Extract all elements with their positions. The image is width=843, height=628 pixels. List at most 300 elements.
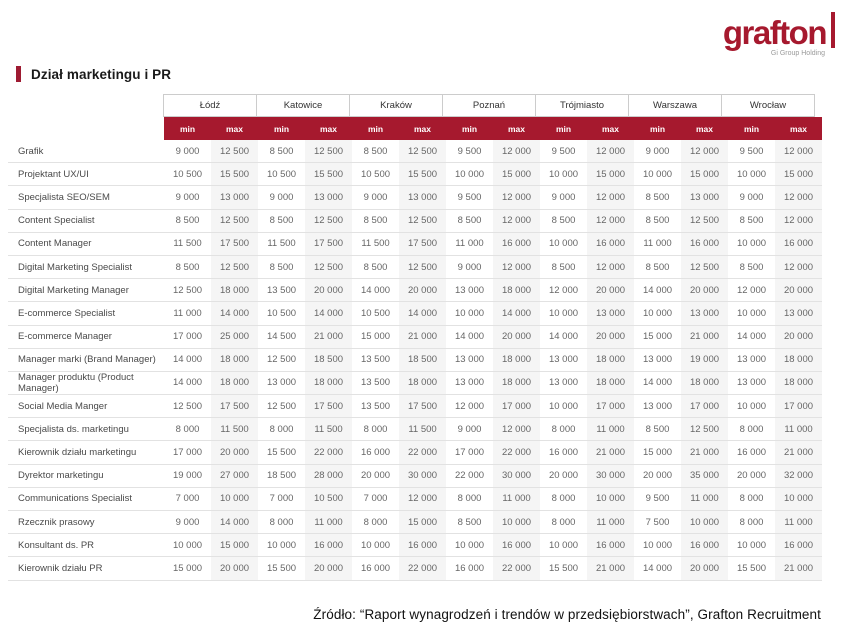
max-value-cell: 18 500 xyxy=(399,349,446,371)
max-value-cell: 10 000 xyxy=(775,488,822,510)
city-header-poznań: Poznań xyxy=(442,94,536,117)
min-value-cell: 22 000 xyxy=(446,465,493,487)
min-value-cell: 10 000 xyxy=(728,163,775,185)
min-value-cell: 8 500 xyxy=(728,256,775,278)
min-value-cell: 10 000 xyxy=(540,302,587,324)
row-label: Dyrektor marketingu xyxy=(8,465,164,487)
min-value-cell: 8 000 xyxy=(728,418,775,440)
min-value-cell: 8 500 xyxy=(634,256,681,278)
min-value-cell: 7 000 xyxy=(164,488,211,510)
max-value-cell: 20 000 xyxy=(775,326,822,348)
min-value-cell: 8 500 xyxy=(728,210,775,232)
max-value-cell: 22 000 xyxy=(493,441,540,463)
max-value-cell: 16 000 xyxy=(493,233,540,255)
max-value-cell: 22 000 xyxy=(399,557,446,579)
max-value-cell: 11 000 xyxy=(493,488,540,510)
min-value-cell: 11 500 xyxy=(258,233,305,255)
max-value-cell: 16 000 xyxy=(681,534,728,556)
min-value-cell: 10 000 xyxy=(728,302,775,324)
max-value-cell: 20 000 xyxy=(587,279,634,301)
max-value-cell: 12 000 xyxy=(587,186,634,208)
min-value-cell: 10 000 xyxy=(540,233,587,255)
max-value-cell: 11 500 xyxy=(305,418,352,440)
max-value-cell: 10 000 xyxy=(493,511,540,533)
min-value-cell: 8 500 xyxy=(258,210,305,232)
max-value-cell: 14 000 xyxy=(399,302,446,324)
min-value-cell: 7 000 xyxy=(352,488,399,510)
city-header-kraków: Kraków xyxy=(349,94,443,117)
max-value-cell: 17 000 xyxy=(493,395,540,417)
min-value-cell: 10 000 xyxy=(634,302,681,324)
logo-bar-icon xyxy=(831,12,835,48)
max-value-cell: 11 000 xyxy=(587,511,634,533)
min-value-cell: 15 500 xyxy=(540,557,587,579)
min-value-cell: 11 000 xyxy=(634,233,681,255)
min-value-cell: 8 500 xyxy=(540,256,587,278)
max-value-cell: 10 500 xyxy=(305,488,352,510)
min-value-cell: 13 000 xyxy=(446,349,493,371)
min-subheader: min xyxy=(634,117,681,140)
max-value-cell: 15 500 xyxy=(305,163,352,185)
min-value-cell: 8 000 xyxy=(540,488,587,510)
min-value-cell: 8 500 xyxy=(258,140,305,162)
table-cities-row xyxy=(8,94,822,117)
max-value-cell: 21 000 xyxy=(305,326,352,348)
max-value-cell: 11 000 xyxy=(681,488,728,510)
title-accent-bar xyxy=(16,66,21,82)
min-value-cell: 8 500 xyxy=(352,256,399,278)
table-row xyxy=(8,140,822,163)
max-value-cell: 15 000 xyxy=(493,163,540,185)
table-row xyxy=(8,210,822,233)
min-value-cell: 20 000 xyxy=(352,465,399,487)
max-value-cell: 12 000 xyxy=(493,418,540,440)
max-value-cell: 12 000 xyxy=(775,140,822,162)
max-value-cell: 16 000 xyxy=(775,534,822,556)
max-value-cell: 12 000 xyxy=(493,186,540,208)
max-value-cell: 16 000 xyxy=(775,233,822,255)
table-corner-cell xyxy=(8,117,164,140)
max-value-cell: 18 000 xyxy=(587,349,634,371)
max-value-cell: 12 500 xyxy=(399,210,446,232)
max-value-cell: 16 000 xyxy=(587,534,634,556)
min-value-cell: 16 000 xyxy=(728,441,775,463)
table-row xyxy=(8,302,822,325)
max-value-cell: 20 000 xyxy=(399,279,446,301)
min-value-cell: 7 000 xyxy=(258,488,305,510)
max-value-cell: 21 000 xyxy=(775,441,822,463)
max-value-cell: 17 000 xyxy=(681,395,728,417)
max-value-cell: 17 500 xyxy=(399,395,446,417)
min-value-cell: 13 500 xyxy=(352,395,399,417)
table-row xyxy=(8,395,822,418)
max-value-cell: 12 000 xyxy=(775,256,822,278)
max-value-cell: 13 000 xyxy=(305,186,352,208)
table-row xyxy=(8,465,822,488)
max-value-cell: 12 500 xyxy=(399,140,446,162)
min-value-cell: 20 000 xyxy=(728,465,775,487)
max-value-cell: 21 000 xyxy=(775,557,822,579)
source-note: Źródło: “Raport wynagrodzeń i trendów w przedsiębiorstwach”, Grafton Recruitment xyxy=(313,607,821,622)
max-subheader: max xyxy=(681,117,728,140)
max-value-cell: 12 500 xyxy=(305,210,352,232)
min-value-cell: 9 000 xyxy=(258,186,305,208)
table-row xyxy=(8,557,822,580)
row-label: Digital Marketing Specialist xyxy=(8,256,164,278)
max-value-cell: 21 000 xyxy=(587,441,634,463)
min-value-cell: 8 500 xyxy=(446,511,493,533)
max-value-cell: 18 000 xyxy=(211,279,258,301)
table-row xyxy=(8,186,822,209)
min-value-cell: 13 000 xyxy=(258,372,305,394)
max-value-cell: 21 000 xyxy=(399,326,446,348)
max-value-cell: 14 000 xyxy=(211,302,258,324)
min-value-cell: 16 000 xyxy=(352,557,399,579)
min-value-cell: 10 000 xyxy=(164,534,211,556)
max-value-cell: 18 000 xyxy=(775,349,822,371)
max-value-cell: 18 000 xyxy=(211,349,258,371)
min-value-cell: 8 000 xyxy=(352,418,399,440)
min-value-cell: 9 000 xyxy=(164,511,211,533)
max-value-cell: 13 000 xyxy=(775,302,822,324)
max-value-cell: 12 500 xyxy=(211,256,258,278)
min-value-cell: 14 000 xyxy=(352,279,399,301)
max-value-cell: 12 000 xyxy=(587,140,634,162)
min-value-cell: 9 000 xyxy=(540,186,587,208)
min-value-cell: 9 000 xyxy=(728,186,775,208)
max-value-cell: 18 000 xyxy=(399,372,446,394)
min-value-cell: 9 000 xyxy=(446,418,493,440)
row-label: Kierownik działu marketingu xyxy=(8,441,164,463)
min-value-cell: 7 500 xyxy=(634,511,681,533)
min-value-cell: 8 500 xyxy=(352,210,399,232)
page-title: Dział marketingu i PR xyxy=(31,66,172,82)
table-row xyxy=(8,326,822,349)
city-header-trójmiasto: Trójmiasto xyxy=(535,94,629,117)
min-value-cell: 9 500 xyxy=(540,140,587,162)
min-subheader: min xyxy=(352,117,399,140)
max-value-cell: 14 000 xyxy=(493,302,540,324)
min-subheader: min xyxy=(446,117,493,140)
min-value-cell: 14 000 xyxy=(164,349,211,371)
min-value-cell: 16 000 xyxy=(540,441,587,463)
row-label: Manager produktu (Product Manager) xyxy=(8,372,164,394)
min-value-cell: 15 500 xyxy=(728,557,775,579)
min-value-cell: 12 000 xyxy=(446,395,493,417)
max-value-cell: 12 000 xyxy=(493,140,540,162)
table-row xyxy=(8,233,822,256)
row-label: E-commerce Manager xyxy=(8,326,164,348)
min-value-cell: 14 000 xyxy=(446,326,493,348)
grafton-logo xyxy=(723,12,835,57)
max-value-cell: 28 000 xyxy=(305,465,352,487)
max-value-cell: 12 000 xyxy=(681,140,728,162)
max-value-cell: 22 000 xyxy=(493,557,540,579)
table-row xyxy=(8,418,822,441)
min-value-cell: 16 000 xyxy=(446,557,493,579)
row-label: Social Media Manger xyxy=(8,395,164,417)
max-value-cell: 20 000 xyxy=(211,441,258,463)
min-value-cell: 15 000 xyxy=(352,326,399,348)
max-value-cell: 12 000 xyxy=(493,256,540,278)
min-value-cell: 12 500 xyxy=(258,349,305,371)
max-value-cell: 15 000 xyxy=(399,511,446,533)
max-value-cell: 15 500 xyxy=(211,163,258,185)
max-subheader: max xyxy=(211,117,258,140)
min-value-cell: 8 000 xyxy=(446,488,493,510)
min-value-cell: 17 000 xyxy=(446,441,493,463)
max-value-cell: 30 000 xyxy=(493,465,540,487)
max-value-cell: 25 000 xyxy=(211,326,258,348)
max-value-cell: 27 000 xyxy=(211,465,258,487)
min-subheader: min xyxy=(258,117,305,140)
min-value-cell: 9 000 xyxy=(352,186,399,208)
min-value-cell: 9 000 xyxy=(634,140,681,162)
max-value-cell: 30 000 xyxy=(399,465,446,487)
max-value-cell: 12 000 xyxy=(493,210,540,232)
min-value-cell: 17 000 xyxy=(164,441,211,463)
min-value-cell: 8 500 xyxy=(634,210,681,232)
min-value-cell: 18 500 xyxy=(258,465,305,487)
min-value-cell: 10 000 xyxy=(446,302,493,324)
table-row xyxy=(8,256,822,279)
min-value-cell: 10 000 xyxy=(728,395,775,417)
max-value-cell: 17 500 xyxy=(399,233,446,255)
max-value-cell: 17 500 xyxy=(211,395,258,417)
max-value-cell: 12 500 xyxy=(399,256,446,278)
max-value-cell: 17 500 xyxy=(211,233,258,255)
row-label: Manager marki (Brand Manager) xyxy=(8,349,164,371)
min-value-cell: 17 000 xyxy=(164,326,211,348)
min-value-cell: 12 500 xyxy=(164,395,211,417)
max-value-cell: 16 000 xyxy=(681,233,728,255)
max-value-cell: 20 000 xyxy=(587,326,634,348)
min-value-cell: 10 500 xyxy=(258,163,305,185)
max-subheader: max xyxy=(587,117,634,140)
min-value-cell: 12 000 xyxy=(540,279,587,301)
table-row xyxy=(8,488,822,511)
max-value-cell: 21 000 xyxy=(681,441,728,463)
min-value-cell: 9 500 xyxy=(728,140,775,162)
min-subheader: min xyxy=(164,117,211,140)
min-value-cell: 10 000 xyxy=(728,233,775,255)
table-row xyxy=(8,441,822,464)
max-value-cell: 11 000 xyxy=(775,418,822,440)
min-value-cell: 9 500 xyxy=(634,488,681,510)
max-value-cell: 13 000 xyxy=(399,186,446,208)
table-row xyxy=(8,372,822,395)
min-value-cell: 8 000 xyxy=(728,488,775,510)
max-value-cell: 10 000 xyxy=(211,488,258,510)
min-value-cell: 8 500 xyxy=(258,256,305,278)
min-value-cell: 8 000 xyxy=(540,511,587,533)
min-value-cell: 10 000 xyxy=(540,395,587,417)
max-value-cell: 12 000 xyxy=(587,210,634,232)
table-row xyxy=(8,534,822,557)
max-value-cell: 12 500 xyxy=(211,140,258,162)
min-value-cell: 8 000 xyxy=(258,418,305,440)
max-value-cell: 12 500 xyxy=(681,210,728,232)
max-value-cell: 12 500 xyxy=(211,210,258,232)
min-value-cell: 13 000 xyxy=(446,372,493,394)
min-value-cell: 14 500 xyxy=(258,326,305,348)
min-value-cell: 11 000 xyxy=(446,233,493,255)
min-value-cell: 15 000 xyxy=(634,326,681,348)
max-value-cell: 20 000 xyxy=(775,279,822,301)
max-value-cell: 20 000 xyxy=(305,279,352,301)
max-value-cell: 18 500 xyxy=(305,349,352,371)
max-value-cell: 18 000 xyxy=(775,372,822,394)
row-label: Kierownik działu PR xyxy=(8,557,164,579)
row-label: Content Manager xyxy=(8,233,164,255)
max-value-cell: 11 000 xyxy=(775,511,822,533)
min-value-cell: 13 000 xyxy=(540,349,587,371)
max-value-cell: 20 000 xyxy=(305,557,352,579)
city-header-katowice: Katowice xyxy=(256,94,350,117)
max-value-cell: 17 000 xyxy=(587,395,634,417)
min-value-cell: 9 000 xyxy=(446,256,493,278)
logo-wordmark: grafton xyxy=(722,14,826,52)
min-value-cell: 11 500 xyxy=(164,233,211,255)
max-value-cell: 10 000 xyxy=(587,488,634,510)
max-value-cell: 21 000 xyxy=(587,557,634,579)
max-subheader: max xyxy=(305,117,352,140)
min-value-cell: 8 000 xyxy=(164,418,211,440)
table-row xyxy=(8,279,822,302)
max-value-cell: 20 000 xyxy=(493,326,540,348)
min-value-cell: 8 500 xyxy=(540,210,587,232)
max-value-cell: 12 500 xyxy=(305,256,352,278)
min-value-cell: 13 000 xyxy=(728,372,775,394)
max-value-cell: 15 000 xyxy=(775,163,822,185)
section-title xyxy=(16,66,171,82)
min-value-cell: 10 500 xyxy=(164,163,211,185)
max-value-cell: 11 000 xyxy=(587,418,634,440)
max-value-cell: 12 000 xyxy=(587,256,634,278)
max-value-cell: 16 000 xyxy=(587,233,634,255)
max-subheader: max xyxy=(775,117,822,140)
max-value-cell: 15 000 xyxy=(211,534,258,556)
max-value-cell: 16 000 xyxy=(399,534,446,556)
max-value-cell: 32 000 xyxy=(775,465,822,487)
min-value-cell: 19 000 xyxy=(164,465,211,487)
max-value-cell: 17 000 xyxy=(775,395,822,417)
max-value-cell: 22 000 xyxy=(305,441,352,463)
max-value-cell: 18 000 xyxy=(681,372,728,394)
row-label: Grafik xyxy=(8,140,164,162)
max-value-cell: 30 000 xyxy=(587,465,634,487)
min-value-cell: 8 500 xyxy=(352,140,399,162)
table-row xyxy=(8,349,822,372)
min-value-cell: 13 000 xyxy=(728,349,775,371)
max-value-cell: 13 000 xyxy=(211,186,258,208)
min-value-cell: 10 000 xyxy=(446,163,493,185)
min-value-cell: 13 000 xyxy=(634,349,681,371)
min-value-cell: 10 500 xyxy=(258,302,305,324)
max-value-cell: 20 000 xyxy=(681,279,728,301)
min-value-cell: 12 500 xyxy=(164,279,211,301)
max-value-cell: 15 500 xyxy=(399,163,446,185)
max-value-cell: 35 000 xyxy=(681,465,728,487)
min-value-cell: 14 000 xyxy=(164,372,211,394)
min-value-cell: 13 500 xyxy=(352,349,399,371)
row-label: Content Specialist xyxy=(8,210,164,232)
min-value-cell: 10 000 xyxy=(540,534,587,556)
max-value-cell: 12 000 xyxy=(775,186,822,208)
min-value-cell: 8 000 xyxy=(352,511,399,533)
max-value-cell: 12 500 xyxy=(681,256,728,278)
min-value-cell: 20 000 xyxy=(634,465,681,487)
min-subheader: min xyxy=(540,117,587,140)
max-value-cell: 17 500 xyxy=(305,233,352,255)
max-value-cell: 14 000 xyxy=(211,511,258,533)
min-value-cell: 9 000 xyxy=(164,140,211,162)
row-label: Rzecznik prasowy xyxy=(8,511,164,533)
min-value-cell: 13 000 xyxy=(540,372,587,394)
max-value-cell: 12 000 xyxy=(775,210,822,232)
city-header-łódź: Łódź xyxy=(163,94,257,117)
max-value-cell: 12 000 xyxy=(399,488,446,510)
min-value-cell: 10 000 xyxy=(352,534,399,556)
table-body xyxy=(8,140,822,581)
min-value-cell: 14 000 xyxy=(540,326,587,348)
max-value-cell: 20 000 xyxy=(681,557,728,579)
min-value-cell: 13 000 xyxy=(446,279,493,301)
max-value-cell: 16 000 xyxy=(493,534,540,556)
max-value-cell: 18 000 xyxy=(211,372,258,394)
max-subheader: max xyxy=(493,117,540,140)
min-value-cell: 15 500 xyxy=(258,557,305,579)
min-value-cell: 10 000 xyxy=(446,534,493,556)
table-minmax-row xyxy=(8,117,822,140)
max-value-cell: 11 500 xyxy=(399,418,446,440)
logo-subtitle: Gi Group Holding xyxy=(770,50,825,57)
row-label: Communications Specialist xyxy=(8,488,164,510)
max-value-cell: 15 000 xyxy=(587,163,634,185)
table-row xyxy=(8,511,822,534)
min-value-cell: 15 500 xyxy=(258,441,305,463)
max-value-cell: 14 000 xyxy=(305,302,352,324)
min-value-cell: 10 000 xyxy=(634,163,681,185)
max-value-cell: 18 000 xyxy=(493,349,540,371)
min-value-cell: 15 000 xyxy=(164,557,211,579)
city-header-warszawa: Warszawa xyxy=(628,94,722,117)
salary-table xyxy=(8,94,822,581)
max-subheader: max xyxy=(399,117,446,140)
min-value-cell: 8 000 xyxy=(728,511,775,533)
min-value-cell: 14 000 xyxy=(634,557,681,579)
min-value-cell: 13 500 xyxy=(258,279,305,301)
min-value-cell: 14 000 xyxy=(634,279,681,301)
max-value-cell: 13 000 xyxy=(681,302,728,324)
city-header-wrocław: Wrocław xyxy=(721,94,815,117)
min-value-cell: 15 000 xyxy=(634,441,681,463)
min-value-cell: 10 500 xyxy=(352,163,399,185)
min-value-cell: 8 500 xyxy=(164,256,211,278)
min-value-cell: 8 500 xyxy=(446,210,493,232)
min-value-cell: 13 000 xyxy=(634,395,681,417)
min-value-cell: 10 500 xyxy=(352,302,399,324)
min-value-cell: 11 000 xyxy=(164,302,211,324)
row-label: Projektant UX/UI xyxy=(8,163,164,185)
row-label: Specjalista SEO/SEM xyxy=(8,186,164,208)
max-value-cell: 21 000 xyxy=(681,326,728,348)
max-value-cell: 13 000 xyxy=(681,186,728,208)
row-label: E-commerce Specialist xyxy=(8,302,164,324)
row-label: Digital Marketing Manager xyxy=(8,279,164,301)
min-value-cell: 8 500 xyxy=(634,186,681,208)
max-value-cell: 16 000 xyxy=(305,534,352,556)
